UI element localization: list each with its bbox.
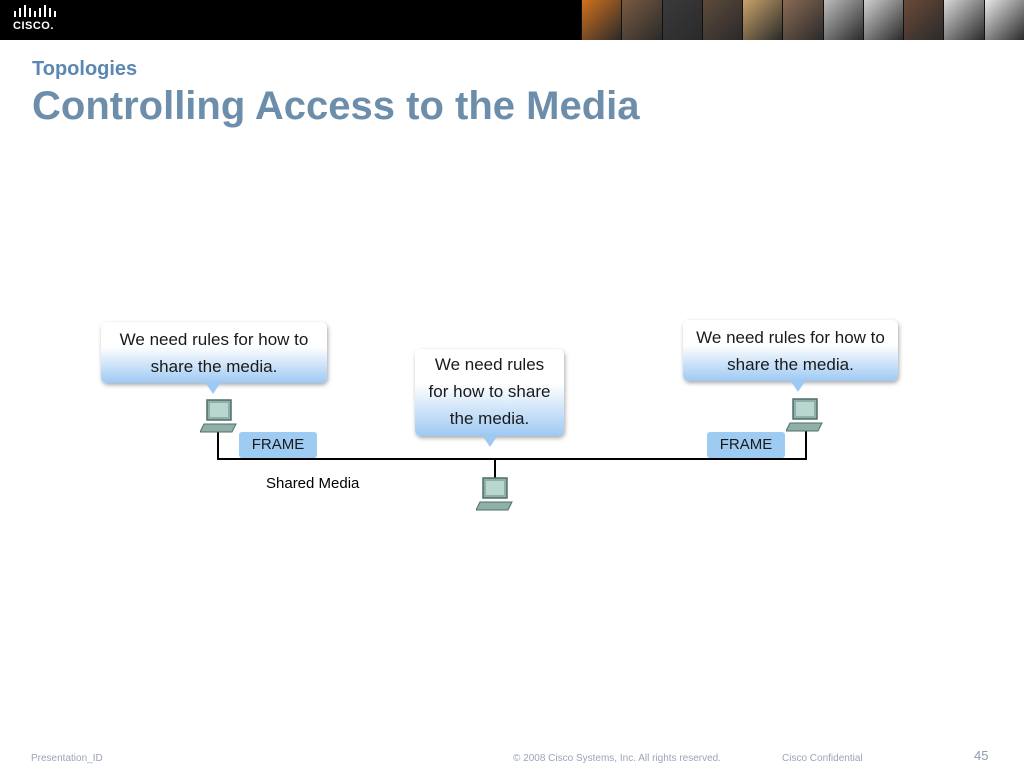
speech-bubble-center: We need rules for how to share the media. <box>415 349 564 436</box>
footer-presentation-id: Presentation_ID <box>31 753 103 764</box>
frame-label-right: FRAME <box>707 432 785 458</box>
speech-bubble-tail <box>790 380 806 392</box>
speech-bubble-right: We need rules for how to share the media. <box>683 320 898 381</box>
speech-bubble-left: We need rules for how to share the media. <box>101 322 327 383</box>
computer-icon-left <box>200 398 240 436</box>
footer-confidential: Cisco Confidential <box>782 753 863 764</box>
computer-icon-center <box>476 476 516 514</box>
computer-icon-right <box>786 397 826 435</box>
speech-bubble-tail <box>482 435 498 447</box>
logo-text: CISCO. <box>13 20 54 32</box>
shared-media-label: Shared Media <box>266 475 360 492</box>
slide-title: Controlling Access to the Media <box>32 84 640 128</box>
slide-subtitle: Topologies <box>32 58 138 80</box>
page-number: 45 <box>974 748 989 763</box>
speech-bubble-tail <box>205 382 221 394</box>
footer-copyright: © 2008 Cisco Systems, Inc. All rights reserved. <box>513 753 722 764</box>
frame-label-left: FRAME <box>239 432 317 458</box>
